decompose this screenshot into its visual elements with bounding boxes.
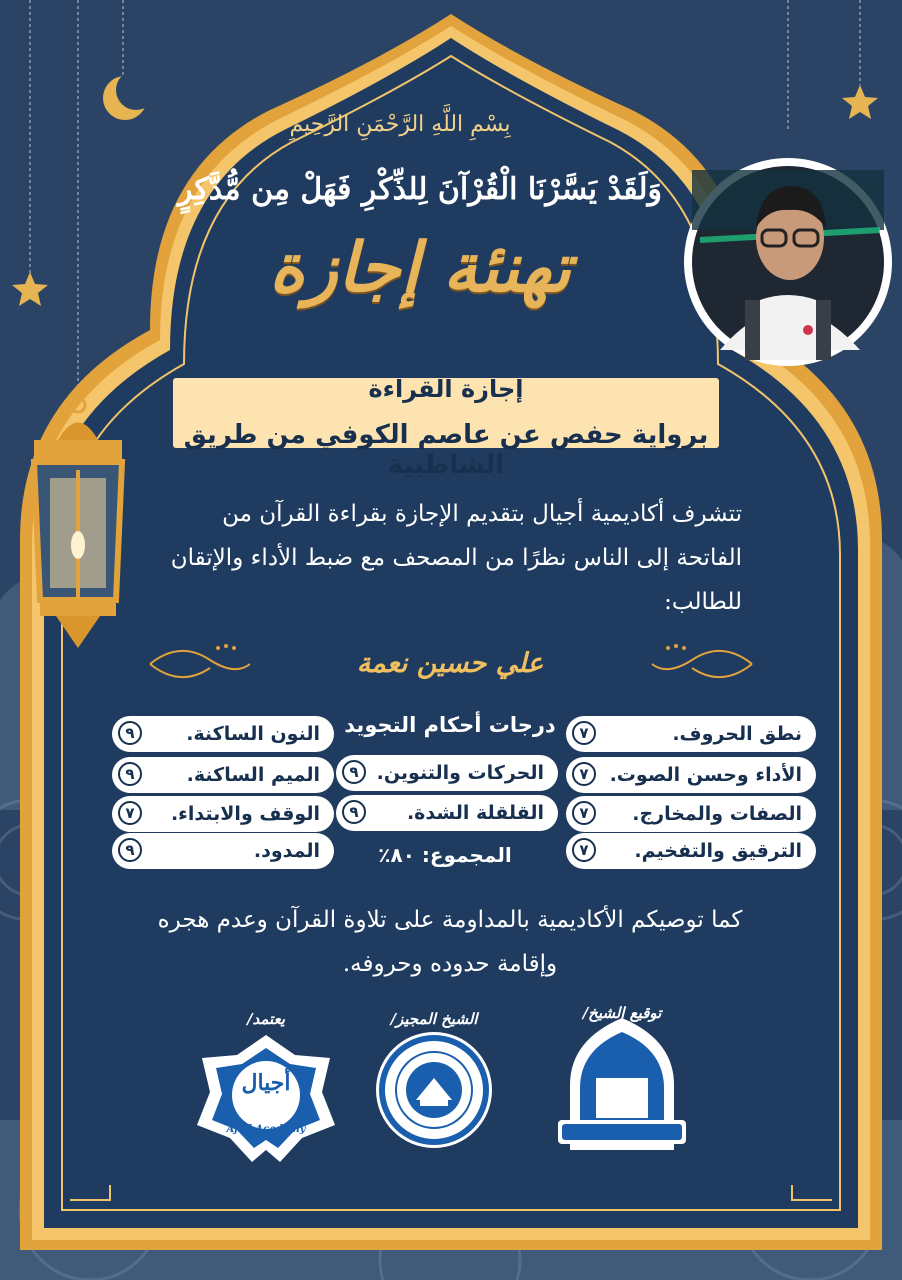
sheikh-seal — [376, 1032, 492, 1148]
band-heading: إجازة القراءة — [368, 375, 524, 403]
approved-by-label: يعتمد/ — [247, 1010, 285, 1028]
grade-item — [112, 833, 334, 869]
grade-value: ٧ — [572, 838, 596, 862]
band-subheading: برواية حفص عن عاصم الكوفي من طريق الشاطبية — [183, 420, 709, 480]
grade-label: الترقيق والتفخيم. — [634, 840, 802, 862]
grade-label: الأداء وحسن الصوت. — [609, 764, 802, 786]
grade-item — [336, 755, 558, 791]
star-icon-right — [842, 85, 878, 119]
grade-value: ٧ — [118, 801, 142, 825]
grade-value: ٩ — [342, 800, 366, 824]
grade-label: النون الساكنة. — [186, 723, 320, 745]
grade-value: ٧ — [572, 801, 596, 825]
student-photo — [684, 158, 892, 366]
grades-heading: درجات أحكام التجويد — [344, 713, 556, 737]
crescent-moon-icon — [103, 70, 156, 120]
grade-item — [566, 796, 816, 832]
quran-verse: وَلَقَدْ يَسَّرْنَا الْقُرْآنَ لِلذِّكْرِ فَهَلْ مِن مُّدَّكِرٍ — [177, 172, 663, 207]
grade-value: ٩ — [118, 762, 142, 786]
grade-value: ٩ — [342, 760, 366, 784]
academy-name-en: Ajial Academy — [226, 1124, 306, 1135]
grade-value: ٧ — [572, 721, 596, 745]
grade-item — [566, 757, 816, 793]
grade-label: المدود. — [253, 840, 320, 862]
grade-label: الحركات والتنوين. — [376, 762, 544, 784]
grade-item — [112, 716, 334, 752]
total-score: المجموع: ٨٠٪ — [378, 843, 512, 867]
grade-value: ٩ — [118, 721, 142, 745]
grade-label: الصفات والمخارج. — [632, 803, 802, 825]
grade-item — [566, 833, 816, 869]
closing-paragraph: كما توصيكم الأكاديمية بالمداومة على تلاوة القرآن وعدم هجره وإقامة حدوده وحروفه. — [157, 907, 743, 977]
grade-value: ٧ — [572, 762, 596, 786]
svg-text:أجيال: أجيال — [241, 1070, 291, 1096]
page-title: تهنئة إجازة — [269, 228, 571, 308]
intro-paragraph: تتشرف أكاديمية أجيال بتقديم الإجازة بقراءة القرآن من الفاتحة إلى الناس نظرًا من المصحف مع ضبط الأداء والإتقان للطالب: — [170, 501, 742, 615]
grade-item — [112, 796, 334, 832]
grade-label: نطق الحروف. — [672, 723, 802, 745]
basmala: بِسْمِ اللَّهِ الرَّحْمَنِ الرَّحِيمِ — [289, 112, 511, 137]
grade-label: القلقلة الشدة. — [406, 802, 544, 824]
student-name: علي حسين نعمة — [356, 648, 544, 679]
star-icon — [12, 272, 48, 306]
grade-value: ٩ — [118, 838, 142, 862]
grade-item — [336, 795, 558, 831]
signature-label: توقيع الشيخ/ — [582, 1004, 662, 1022]
grade-item — [566, 716, 816, 752]
grade-item — [112, 757, 334, 793]
grade-label: الميم الساكنة. — [186, 764, 320, 786]
grade-label: الوقف والابتداء. — [170, 803, 320, 825]
sheikh-label: الشيخ المجيز/ — [390, 1010, 478, 1028]
